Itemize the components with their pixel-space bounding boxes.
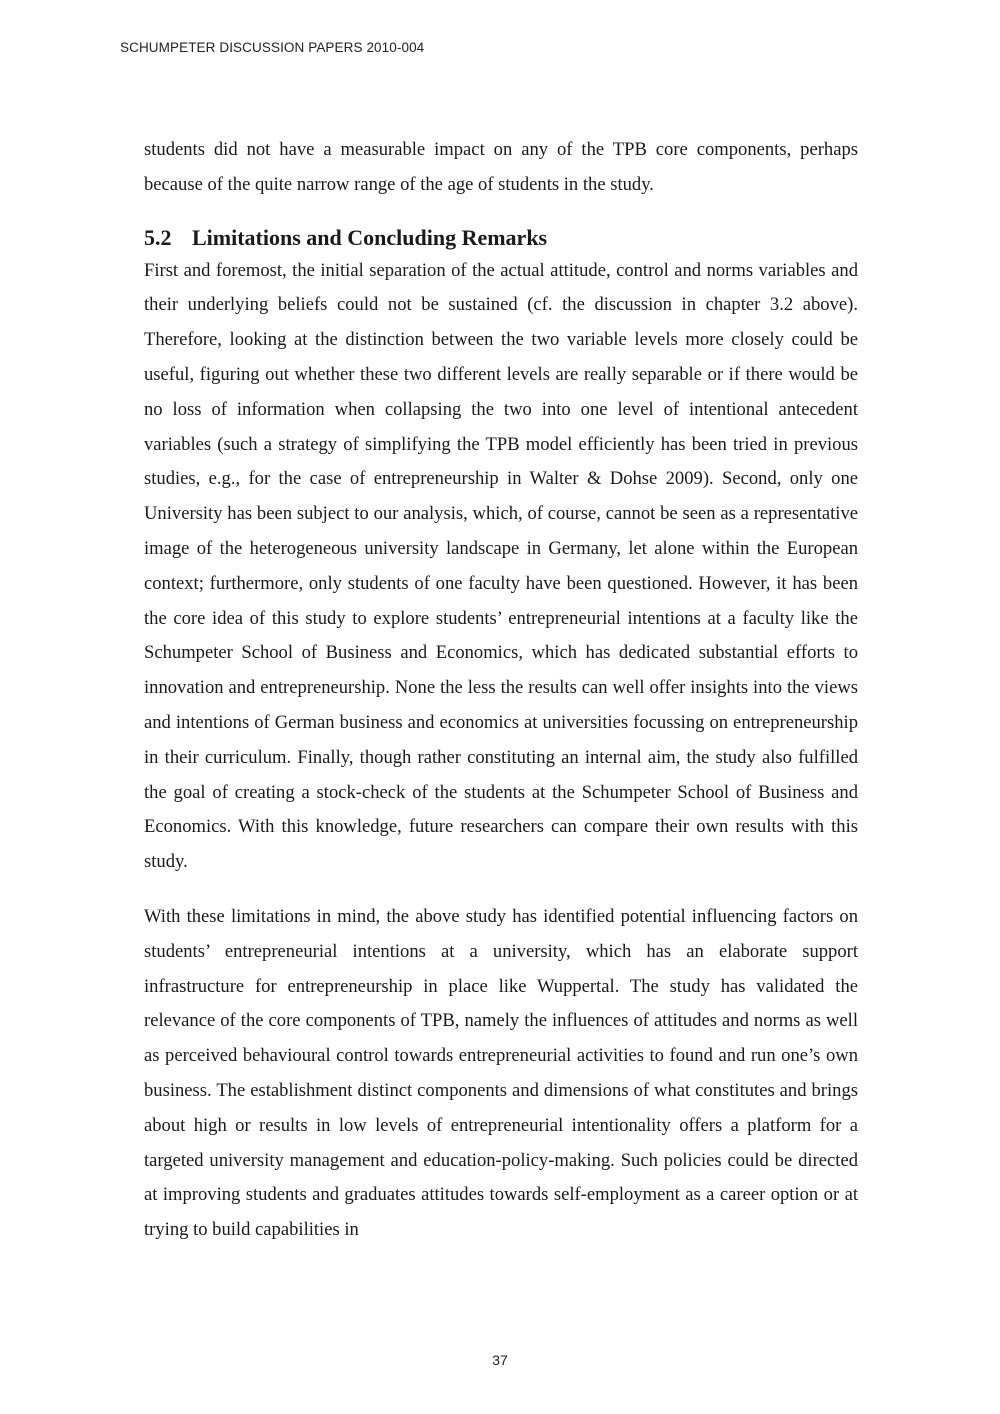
- section-title: Limitations and Concluding Remarks: [192, 224, 548, 250]
- paragraph-spacer: [144, 880, 858, 900]
- page-number: 37: [492, 1352, 508, 1368]
- section-heading: [144, 224, 858, 252]
- body-paragraph-limitations: First and foremost, the initial separation of the actual attitude, control and norms variables and their underlying beliefs could not be sustained (cf. the discussion in chapter 3.2 above). Therefore, looking at the distinction between the two variable levels more closely could be useful, figuring out whether these two different levels are really separable or if there would be no loss of information when collapsing the two into one level of intentional antecedent variables (such a strategy of simplifying the TPB model efficiently has been tried in previous studies, e.g., for the case of entrepreneurship in Walter & Dohse 2009). Second, only one University has been subject to our analysis, which, of course, cannot be seen as a representative image of the heterogeneous university landscape in Germany, let alone within the European context; furthermore, only students of one faculty have been questioned. However, it has been the core idea of this study to explore students’ entrepreneurial intentions at a faculty like the Schumpeter School of Business and Economics, which has dedicated substantial efforts to innovation and entrepreneurship. None the less the results can well offer insights into the views and intentions of German business and economics at universities focussing on entrepreneurship in their curriculum. Finally, though rather constituting an internal aim, the study also fulfilled the goal of creating a stock-check of the students at the Schumpeter School of Business and Economics. With this knowledge, future researchers can compare their own results with this study.: [144, 259, 858, 873]
- section-number: 5.2: [144, 224, 172, 250]
- continued-paragraph: students did not have a measurable impact on any of the TPB core components, perhaps because of the quite narrow range of the age of students in the study.: [144, 139, 858, 195]
- running-header: SCHUMPETER DISCUSSION PAPERS 2010-004: [120, 40, 425, 55]
- page-body: [144, 133, 858, 1248]
- body-paragraph-conclusions: With these limitations in mind, the above study has identified potential influencing factors on students’ entrepreneurial intentions at a university, which has an elaborate support infrastructure for entrepreneurship in place like Wuppertal. The study has validated the relevance of the core components of TPB, namely the influences of attitudes and norms as well as perceived behavioural control towards entrepreneurial activities to found and run one’s own business. The establishment distinct components and dimensions of what constitutes and brings about high or results in low levels of entrepreneurial intentionality offers a platform for a targeted university management and education-policy-making. Such policies could be directed at improving students and graduates attitudes towards self-employment as a career option or at trying to build capabilities in: [144, 905, 858, 1241]
